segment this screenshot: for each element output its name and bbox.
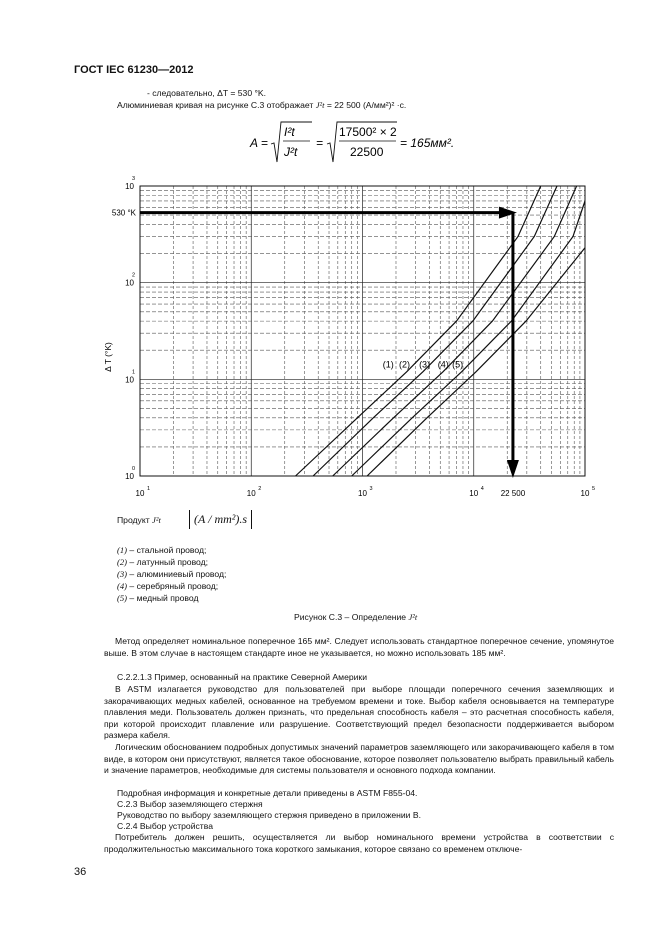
legend [117, 545, 226, 605]
paragraph-1: Метод определяет номинальное поперечное 165 мм². Следует использовать стандартное поперечное сечение, упомянутое выше. В этом случае в настоящем стандарте иное не указывается, но можно использовать 185 мм². [104, 636, 614, 658]
x-tick-label: 10 [135, 489, 145, 498]
formula-den2: 22500 [350, 145, 384, 159]
series-label-2: (2) [399, 359, 411, 370]
paragraph-2: В ASTM излагается руководство для пользователей при выборе площади поперечного сечения заземляющих и закорачивающих медных кабелей, основанное на требуемом времени и токе. Выбор кабеля основывается на температуре плавления меди. Пользователь должен признать, что предельная способность кабеля – это расчетная способность кабеля, при которой происходит плавление или разрушение. Соответствующий предел безопасности поддерживается выбором размера кабеля. [104, 684, 614, 741]
legend-num: (3) [117, 569, 128, 579]
figure-caption-text: Рисунок С.3 – Определение [294, 612, 409, 622]
legend-item [117, 581, 226, 593]
x-tick-label: 10 [358, 489, 367, 498]
chart-grid [140, 186, 585, 476]
legend-item [117, 557, 226, 569]
y-tick-exponent: 2 [132, 272, 136, 279]
legend-item [117, 593, 226, 605]
series-curve-3 [333, 186, 577, 476]
formula-den1: J²t [284, 145, 298, 159]
x-tick-label: 10 [246, 489, 256, 498]
legend-text: – латунный провод; [127, 557, 209, 567]
legend-num: (5) [117, 593, 128, 603]
x-tick-label: 10 [469, 489, 479, 498]
legend-item [117, 569, 226, 581]
formula [240, 120, 460, 166]
x-axis-unit: (A / mm²).s [189, 510, 252, 529]
series-label-1: (1) [382, 359, 394, 370]
legend-num: (1) [117, 545, 128, 555]
y-tick-exponent: 0 [132, 466, 136, 472]
formula-result: = 165мм². [400, 136, 455, 150]
section-heading-3: С.2.4 Выбор устройства [117, 821, 213, 831]
series-label-4: (4) [437, 359, 449, 370]
paragraph-3: Логическим обоснованием подробных допустимых значений параметров заземляющего или закорачивающего кабеля в том виде, в котором они присутствуют, является такое обоснование, которое позволяет пользователю выбрать правильный кабель и значение параметров, необходимые для системы пользователя и основного подхода компании. [104, 742, 614, 776]
marker-arrow-down [507, 460, 519, 478]
formula-eq: = [316, 136, 324, 150]
document-header: ГОСТ IEC 61230—2012 [74, 64, 194, 76]
section-heading-1: С.2.2.1.3 Пример, основанный на практике Северной Америки [117, 672, 367, 682]
legend-item [117, 545, 226, 557]
paragraph-6: Потребитель должен решить, осуществляется ли выбор номинального времени устройства в соответствии с продолжительностью максимального тока короткого замыкания, которое связано со временем отключе- [104, 832, 614, 854]
series-curve-2 [313, 186, 557, 476]
intro-line-1: - следовательно, ΔT = 530 °K. [147, 88, 267, 98]
series-label-5: (5) [452, 359, 464, 370]
figure-caption-symbol: J²t [408, 612, 418, 622]
x-tick-label: 10 [580, 489, 590, 498]
x-tick-exponent: 3 [369, 486, 373, 492]
x-axis-label-prefix: Продукт [117, 515, 150, 525]
x-tick-exponent: 1 [147, 486, 151, 492]
x-tick-exponent: 5 [592, 486, 596, 492]
y-tick-label: 10 [125, 375, 134, 385]
legend-text: – медный провод [127, 593, 199, 603]
formula-lhs: A = [250, 136, 268, 150]
formula-num2: 17500² × 2 [339, 125, 397, 139]
intro-line-2-value: = 22 500 (А/мм²)² ·с. [324, 100, 407, 110]
figure-caption [294, 612, 417, 622]
annotation-y-value: 530 °K [111, 208, 136, 218]
paragraph-5: Руководство по выбору заземляющего стержня приведено в приложении В. [117, 810, 421, 820]
intro-line-2 [117, 100, 406, 111]
legend-text: – алюминиевый провод; [127, 569, 227, 579]
x-axis-label [117, 515, 161, 525]
formula-num1: I²t [284, 125, 295, 139]
x-tick-exponent: 2 [258, 486, 262, 492]
page-number: 36 [74, 866, 87, 878]
intro-symbol: J²t [315, 100, 325, 110]
y-tick-label: 10 [125, 278, 134, 288]
y-tick-exponent: 1 [132, 369, 136, 376]
y-axis-label: Δ T (°K) [103, 342, 113, 372]
log-log-chart [96, 172, 616, 504]
legend-num: (2) [117, 557, 128, 567]
section-heading-2: С.2.3 Выбор заземляющего стержня [117, 799, 263, 809]
annotation-x-value: 22 500 [500, 489, 526, 498]
y-tick-label: 10 [125, 182, 134, 191]
paragraph-4: Подробная информация и конкретные детали приведены в ASTM F855-04. [117, 788, 418, 798]
legend-num: (4) [117, 581, 128, 591]
x-axis-label-symbol: J²t [152, 515, 161, 525]
y-tick-label: 10 [125, 472, 134, 481]
series-curve-1 [296, 186, 541, 476]
legend-text: – стальной провод; [127, 545, 207, 555]
intro-line-2-text: Алюминиевая кривая на рисунке С.3 отображает [117, 100, 316, 110]
series-label-3: (3) [419, 359, 431, 370]
legend-text: – серебряный провод; [127, 581, 219, 591]
y-tick-exponent: 3 [132, 176, 136, 182]
x-tick-exponent: 4 [480, 486, 484, 492]
